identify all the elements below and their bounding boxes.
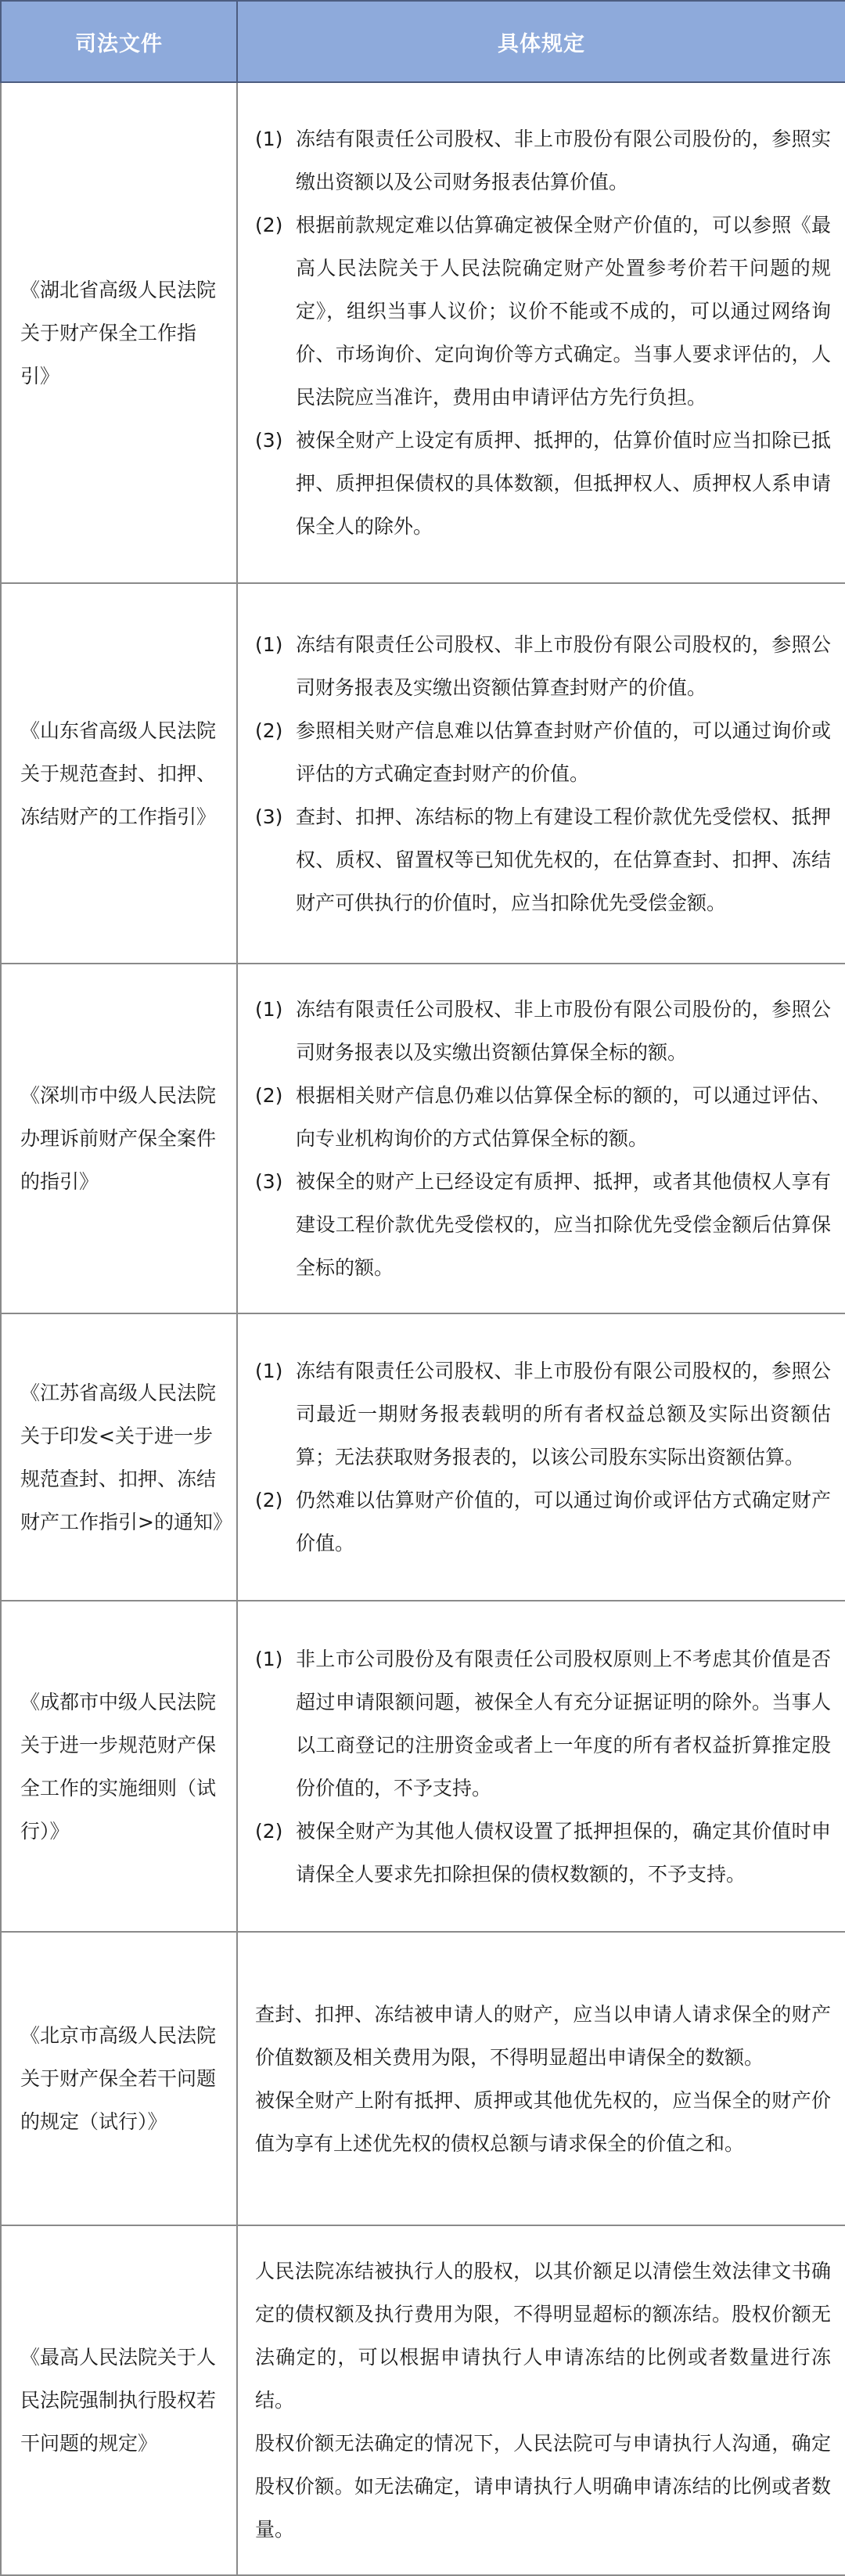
item-number: (3) xyxy=(255,429,283,452)
provision-item xyxy=(255,795,831,924)
item-text: 被保全财产上设定有质押、抵押的，估算价值时应当扣除已抵押、质押担保债权的具体数额，但抵押权人、质押权人系申请保全人的除外。 xyxy=(296,429,831,538)
item-text: 冻结有限责任公司股权、非上市股份有限公司股权的，参照公司最近一期财务报表载明的所有者权益总额及实际出资额估算；无法获取财务报表的，以该公司股东实际出资额估算。 xyxy=(296,1360,831,1468)
provision-item xyxy=(255,623,831,709)
item-text: 冻结有限责任公司股权、非上市股份有限公司股份的，参照实缴出资额以及公司财务报表估算价值。 xyxy=(296,128,831,193)
item-text: 根据前款规定难以估算确定被保全财产价值的，可以参照《最高人民法院关于人民法院确定财产处置参考价若干问题的规定》，组织当事人议价；议价不能或不成的，可以通过网络询价、市场询价、定向询价等方式确定。当事人要求评估的，人民法院应当准许，费用由申请评估方先行负担。 xyxy=(296,214,831,409)
provisions-cell xyxy=(237,1601,845,1932)
header-specific-provisions: 具体规定 xyxy=(237,1,845,82)
item-text: 根据相关财产信息仍难以估算保全标的额的，可以通过评估、向专业机构询价的方式估算保全标的额。 xyxy=(296,1084,831,1150)
provisions-cell xyxy=(237,82,845,583)
item-number: (1) xyxy=(255,128,283,150)
document-cell: 《深圳市中级人民法院办理诉前财产保全案件的指引》 xyxy=(1,964,237,1313)
provision-item xyxy=(255,1479,831,1565)
provision-paragraph: 人民法院冻结被执行人的股权，以其价额足以清偿生效法律文书确定的债权额及执行费用为限，不得明显超标的额冻结。股权价额无法确定的，可以根据申请执行人申请冻结的比例或者数量进行冻结。 xyxy=(255,2260,831,2412)
provision-paragraph: 查封、扣押、冻结被申请人的财产，应当以申请人请求保全的财产价值数额及相关费用为限，不得明显超出申请保全的数额。 xyxy=(255,2002,831,2069)
document-cell: 《北京市高级人民法院关于财产保全若干问题的规定（试行）》 xyxy=(1,1932,237,2225)
item-text: 非上市公司股份及有限责任公司股权原则上不考虑其价值是否超过申请限额问题，被保全人有充分证据证明的除外。当事人以工商登记的注册资金或者上一年度的所有者权益折算推定股份价值的，不予支持。 xyxy=(296,1647,831,1800)
provisions-cell xyxy=(237,2225,845,2575)
item-text: 冻结有限责任公司股权、非上市股份有限公司股份的，参照公司财务报表以及实缴出资额估算保全标的额。 xyxy=(296,998,831,1064)
item-number: (2) xyxy=(255,1819,283,1843)
provision-item xyxy=(255,1160,831,1289)
document-cell: 《最高人民法院关于人民法院强制执行股权若干问题的规定》 xyxy=(1,2225,237,2575)
provision-item xyxy=(255,1637,831,1810)
item-text: 仍然难以估算财产价值的，可以通过询价或评估方式确定财产价值。 xyxy=(296,1489,831,1555)
item-text: 查封、扣押、冻结标的物上有建设工程价款优先受偿权、抵押权、质权、留置权等已知优先权的，在估算查封、扣押、冻结财产可供执行的价值时，应当扣除优先受偿金额。 xyxy=(296,805,831,914)
item-number: (1) xyxy=(255,1647,283,1670)
provision-paragraph: 被保全财产上附有抵押、质押或其他优先权的，应当保全的财产价值为享有上述优先权的债权总额与请求保全的价值之和。 xyxy=(255,2088,831,2155)
table-row xyxy=(1,964,845,1313)
provision-paragraph: 股权价额无法确定的情况下，人民法院可与申请执行人沟通，确定股权价额。如无法确定，请申请执行人明确申请冻结的比例或者数量。 xyxy=(255,2432,831,2541)
item-number: (3) xyxy=(255,1170,283,1193)
item-number: (2) xyxy=(255,719,283,742)
item-number: (1) xyxy=(255,632,283,656)
provision-item xyxy=(255,204,831,419)
provisions-cell xyxy=(237,1313,845,1601)
document-cell: 《江苏省高级人民法院关于印发<关于进一步规范查封、扣押、冻结财产工作指引>的通知》 xyxy=(1,1313,237,1601)
item-text: 冻结有限责任公司股权、非上市股份有限公司股权的，参照公司财务报表及实缴出资额估算查封财产的价值。 xyxy=(296,632,831,699)
item-number: (2) xyxy=(255,214,283,236)
document-cell: 《湖北省高级人民法院关于财产保全工作指引》 xyxy=(1,82,237,583)
table-row xyxy=(1,1313,845,1601)
provisions-cell xyxy=(237,583,845,964)
item-text: 被保全财产为其他人债权设置了抵押担保的，确定其价值时申请保全人要求先扣除担保的债权数额的，不予支持。 xyxy=(296,1819,831,1886)
item-number: (2) xyxy=(255,1489,283,1511)
item-number: (2) xyxy=(255,1084,283,1107)
provision-item xyxy=(255,117,831,204)
provision-item xyxy=(255,1349,831,1479)
header-row xyxy=(1,1,845,82)
provision-item xyxy=(255,709,831,795)
item-number: (3) xyxy=(255,805,283,828)
item-text: 参照相关财产信息难以估算查封财产价值的，可以通过询价或评估的方式确定查封财产的价值。 xyxy=(296,719,831,785)
table-row xyxy=(1,82,845,583)
provisions-cell xyxy=(237,964,845,1313)
header-judicial-document: 司法文件 xyxy=(1,1,237,82)
document-cell: 《成都市中级人民法院关于进一步规范财产保全工作的实施细则（试行）》 xyxy=(1,1601,237,1932)
item-number: (1) xyxy=(255,1360,283,1382)
provisions-cell xyxy=(237,1932,845,2225)
item-number: (1) xyxy=(255,998,283,1021)
provision-item xyxy=(255,1810,831,1896)
provision-item xyxy=(255,419,831,548)
table-row xyxy=(1,1601,845,1932)
table-row xyxy=(1,2225,845,2575)
document-cell: 《山东省高级人民法院关于规范查封、扣押、冻结财产的工作指引》 xyxy=(1,583,237,964)
table-row xyxy=(1,1932,845,2225)
provision-item xyxy=(255,1074,831,1160)
item-text: 被保全的财产上已经设定有质押、抵押，或者其他债权人享有建设工程价款优先受偿权的，应当扣除优先受偿金额后估算保全标的额。 xyxy=(296,1170,831,1279)
table-row xyxy=(1,583,845,964)
provision-item xyxy=(255,988,831,1074)
